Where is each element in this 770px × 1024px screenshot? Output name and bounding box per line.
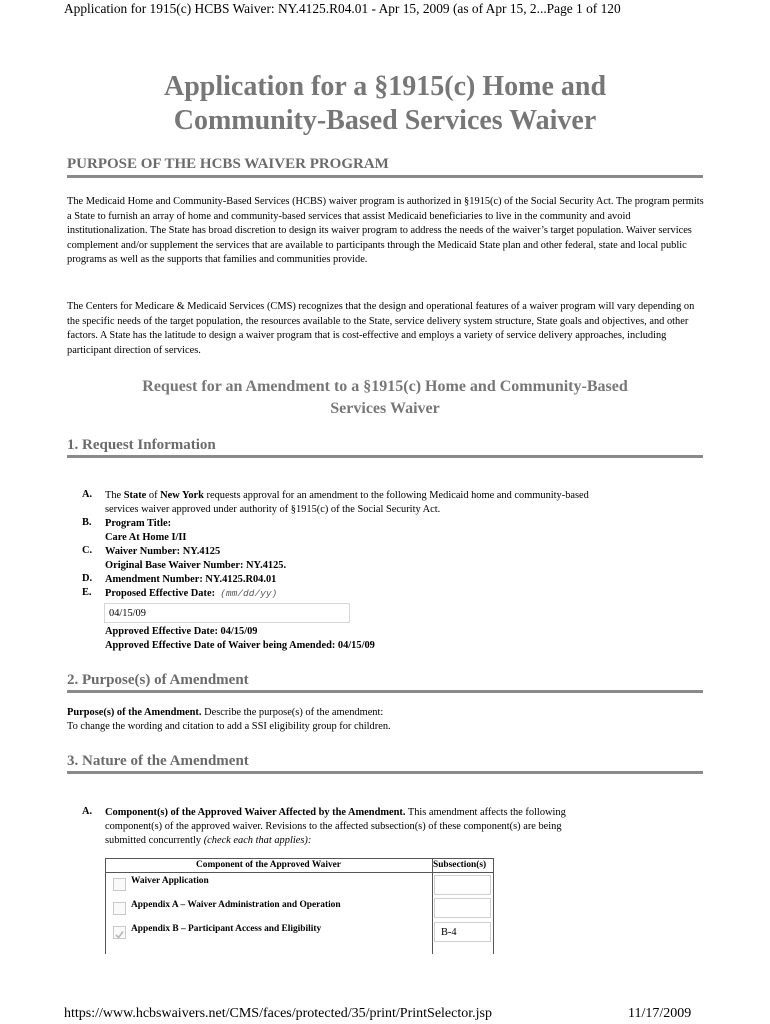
- table-border-top: [105, 858, 494, 859]
- state-name: New York: [160, 490, 204, 501]
- purpose-value: To change the wording and citation to add a SSI eligibility group for children.: [67, 721, 391, 732]
- request-title-line-1: Request for an Amendment to a §1915(c) Home and Community-Based: [142, 378, 628, 395]
- subsection-field-waiver-application[interactable]: [434, 875, 491, 895]
- table-column-divider: [432, 858, 433, 954]
- item-d-letter: D.: [82, 573, 93, 584]
- table-header-component: Component of the Approved Waiver: [196, 860, 341, 870]
- page-title: [0, 70, 770, 138]
- program-title-label: Program Title:: [105, 518, 172, 529]
- subsection-field-appendix-b[interactable]: B-4: [434, 922, 491, 942]
- date-format-hint: (mm/dd/yy): [220, 588, 278, 599]
- title-line-1: Application for a §1915(c) Home and: [163, 71, 607, 102]
- base-waiver-number: Original Base Waiver Number: NY.4125.: [105, 560, 287, 571]
- request-title: [0, 376, 770, 420]
- row-label-appendix-a: Appendix A – Waiver Administration and Operation: [131, 900, 341, 910]
- table-header-subsection: Subsection(s): [433, 860, 487, 870]
- item-e-letter: E.: [82, 587, 92, 598]
- section-rule: [67, 690, 703, 693]
- proposed-date-field[interactable]: 04/15/09: [104, 603, 350, 623]
- purpose-paragraph-1: The Medicaid Home and Community-Based Services (HCBS) waiver program is authorized in §1915(c) of the Social Security Act. The program permits a State to furnish an array of home and community-based services that assist Medicaid beneficiaries to live in the community and avoid institutionalization. The State has broad discretion to design its waiver program to address the needs of the waiver’s target population. Waiver services complement and/or supplement the services that are available to participants through the Medicaid State plan and other federal, state and local public programs as well as the supports that families and communities provide.: [67, 196, 704, 266]
- components-line-2: component(s) of the approved waiver. Revisions to the affected subsection(s) of these component(s) are being: [105, 821, 562, 832]
- components-line-1: Component(s) of the Approved Waiver Affected by the Amendment. This amendment affects the following: [105, 807, 566, 818]
- table-border-left: [105, 858, 106, 954]
- table-header-divider: [105, 872, 494, 873]
- program-title-value: Care At Home I/II: [105, 532, 187, 543]
- row-label-waiver-application: Waiver Application: [131, 876, 209, 886]
- row-label-appendix-b: Appendix B – Participant Access and Eligibility: [131, 924, 322, 934]
- checkbox-appendix-b[interactable]: [113, 926, 126, 939]
- item-a-letter: A.: [82, 489, 93, 500]
- purpose-heading: PURPOSE OF THE HCBS WAIVER PROGRAM: [67, 156, 389, 172]
- amendment-number: Amendment Number: NY.4125.R04.01: [105, 574, 277, 585]
- checkbox-appendix-a[interactable]: [113, 902, 126, 915]
- approved-amended-date: Approved Effective Date of Waiver being Amended: 04/15/09: [105, 640, 375, 651]
- section-rule: [67, 771, 703, 774]
- section-rule: [67, 455, 703, 458]
- page-header: Application for 1915(c) HCBS Waiver: NY.4125.R04.01 - Apr 15, 2009 (as of Apr 15, 2...Page 1 of 120: [64, 1, 621, 16]
- footer-url: https://www.hcbswaivers.net/CMS/faces/protected/35/print/PrintSelector.jsp: [64, 1006, 492, 1021]
- section-rule: [67, 175, 703, 178]
- components-line-3: submitted concurrently (check each that applies):: [105, 835, 312, 846]
- item-a-line-1: The State of New York requests approval for an amendment to the following Medicaid home and community-based: [105, 490, 589, 501]
- item-3a-letter: A.: [82, 806, 93, 817]
- section-3-heading: 3. Nature of the Amendment: [67, 753, 249, 769]
- purpose-paragraph-2: The Centers for Medicare & Medicaid Services (CMS) recognizes that the design and operational features of a waiver program will vary depending on the specific needs of the target population, the resources available to the State, service delivery system structure, State goals and objectives, and other factors. A State has the latitude to design a waiver program that is cost-effective and employs a variety of service delivery approaches, including participant direction of services.: [67, 301, 695, 356]
- item-a-line-2: services waiver approved under authority of §1915(c) of the Social Security Act.: [105, 504, 441, 515]
- approved-effective-date: Approved Effective Date: 04/15/09: [105, 626, 258, 637]
- purpose-label: Purpose(s) of the Amendment. Describe the purpose(s) of the amendment:: [67, 707, 384, 718]
- checkbox-waiver-application[interactable]: [113, 878, 126, 891]
- checkmark-icon: [114, 929, 125, 940]
- section-2-heading: 2. Purpose(s) of Amendment: [67, 672, 249, 688]
- item-b-letter: B.: [82, 517, 92, 528]
- request-title-line-2: Services Waiver: [330, 400, 440, 417]
- section-1-heading: 1. Request Information: [67, 437, 216, 453]
- subsection-field-appendix-a[interactable]: [434, 898, 491, 918]
- footer-date: 11/17/2009: [628, 1006, 692, 1021]
- table-border-right: [493, 858, 494, 954]
- waiver-number: Waiver Number: NY.4125: [105, 546, 221, 557]
- title-line-2: Community-Based Services Waiver: [173, 105, 597, 136]
- item-c-letter: C.: [82, 545, 93, 556]
- proposed-date-label: Proposed Effective Date: (mm/dd/yy): [105, 588, 278, 599]
